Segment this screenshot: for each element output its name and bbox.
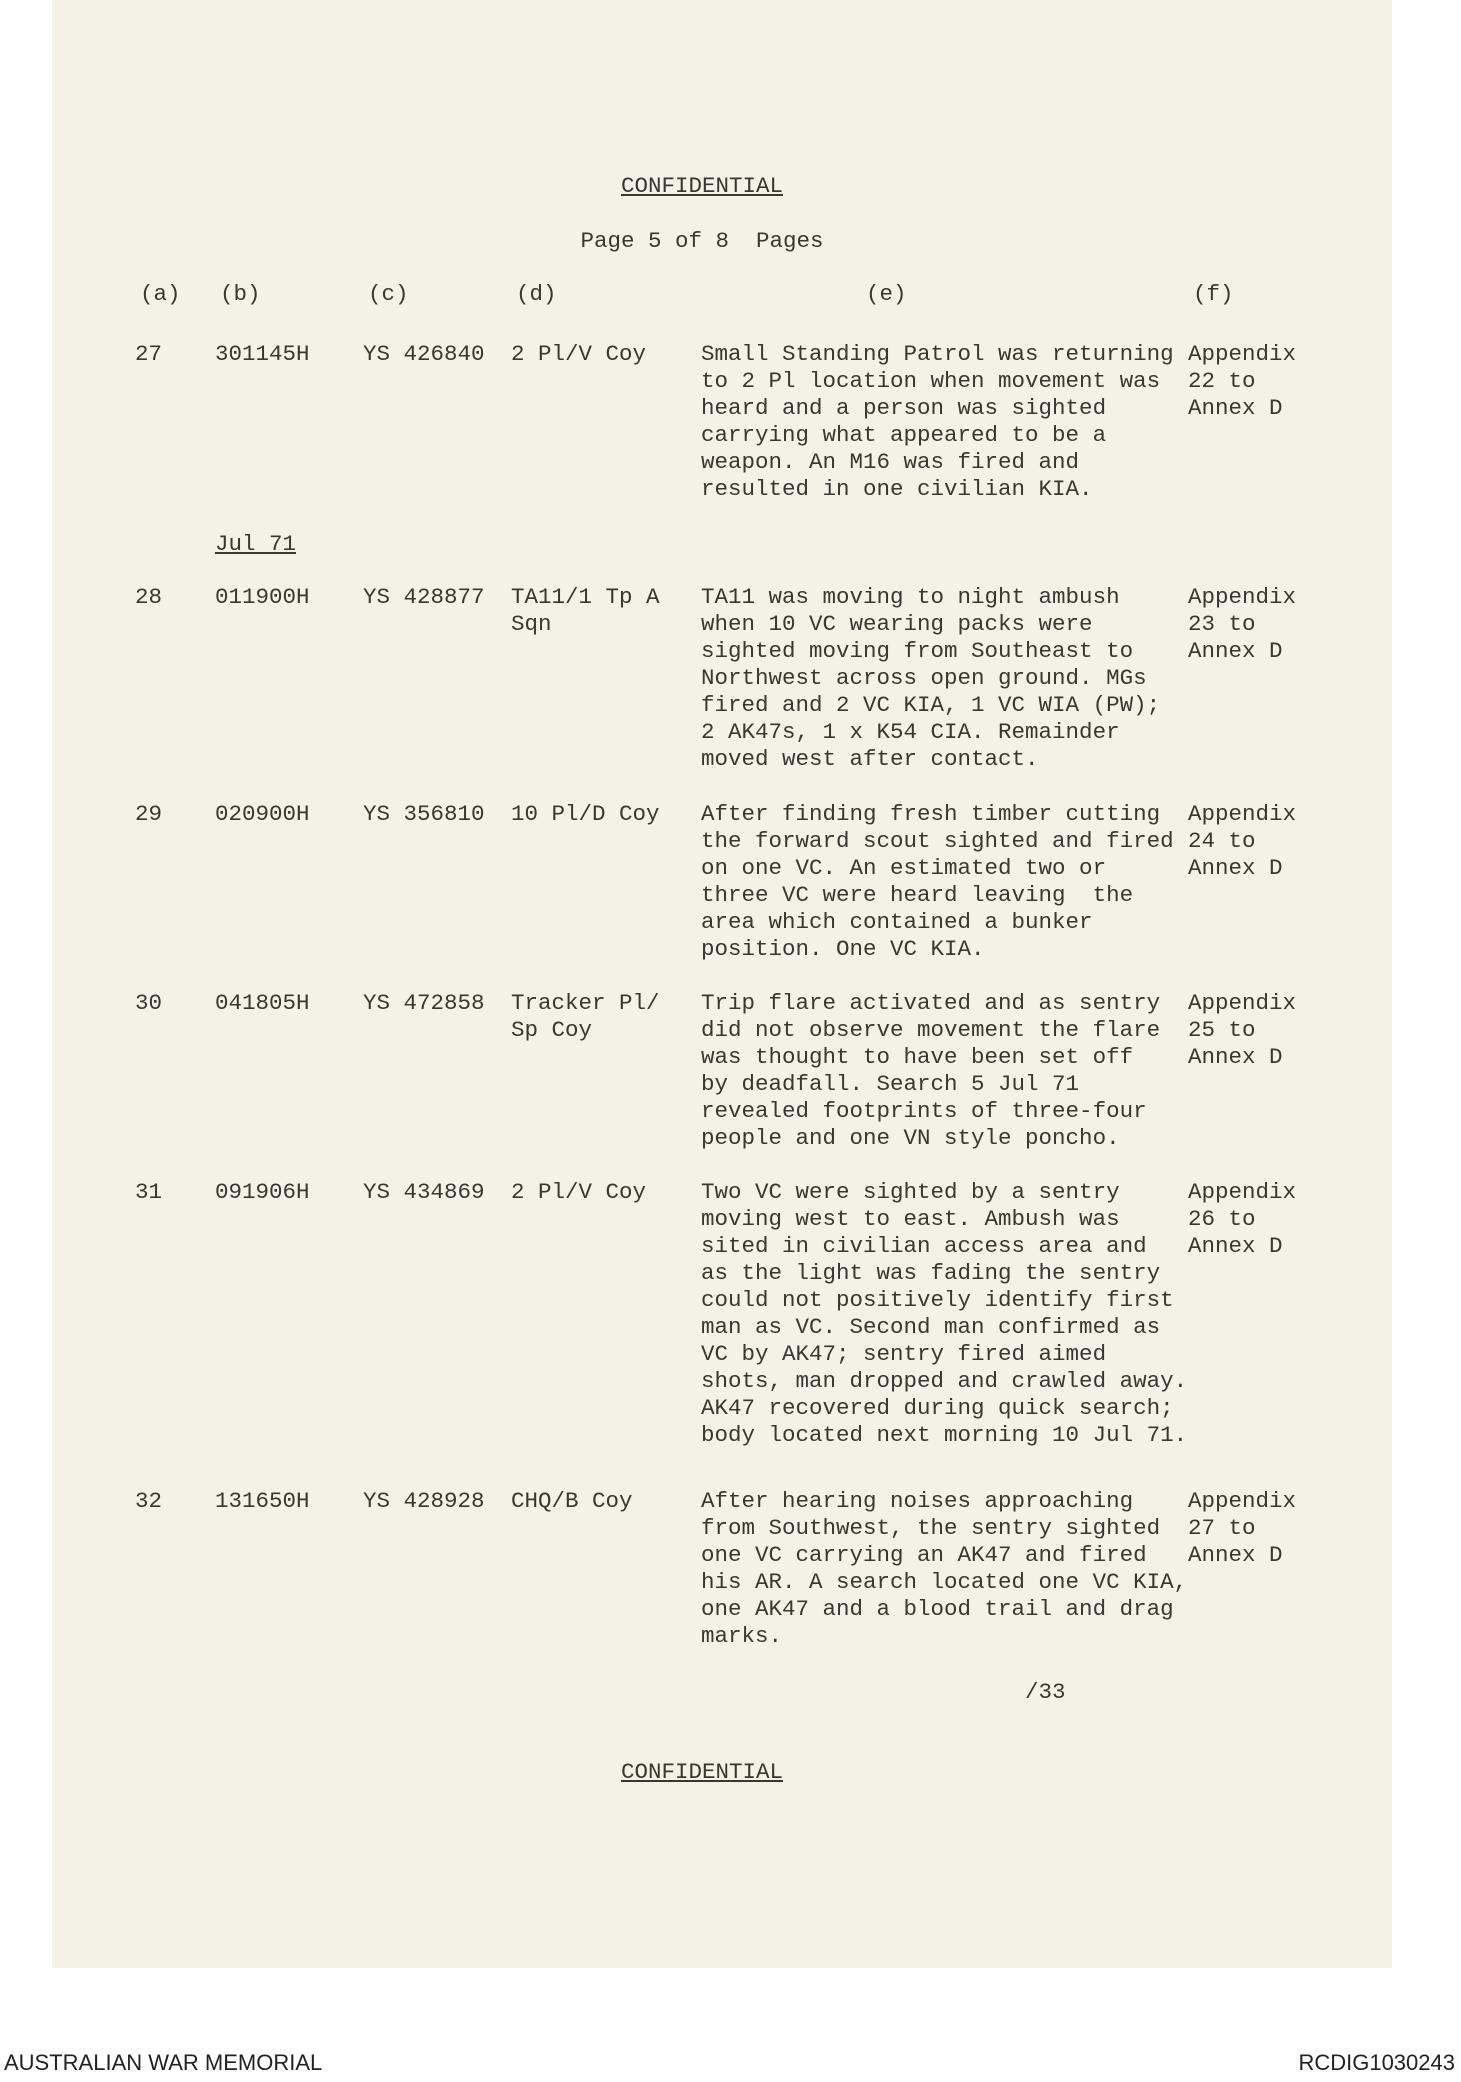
text-line: 24 to (1188, 828, 1256, 854)
reference-cell (1188, 1488, 1296, 1569)
text-line: moving west to east. Ambush was (701, 1206, 1120, 1232)
archive-id: RCDIG1030243 (1298, 2050, 1455, 2075)
text-line: Trip flare activated and as sentry (701, 990, 1161, 1016)
unit-cell (511, 341, 646, 368)
text-line: weapon. An M16 was fired and (701, 449, 1080, 475)
serial-cell: 32 (135, 1488, 163, 1514)
text-line: 2 Pl/V Coy (511, 1179, 647, 1205)
text-line: on one VC. An estimated two or (701, 855, 1107, 881)
text-line: could not positively identify first (701, 1287, 1174, 1313)
event-cell (701, 341, 1174, 503)
column-header: (b) (220, 281, 261, 307)
grid-ref-cell: YS 428877 (363, 584, 485, 610)
text-line: Appendix (1188, 341, 1297, 367)
text-line: marks. (701, 1623, 783, 1649)
text-line: as the light was fading the sentry (701, 1260, 1161, 1286)
event-cell (701, 990, 1160, 1152)
column-header: (e) (866, 281, 907, 307)
text-line: Appendix (1188, 1488, 1297, 1514)
text-line: 2 Pl/V Coy (511, 341, 647, 367)
unit-cell (511, 990, 660, 1044)
text-line: VC by AK47; sentry fired aimed (701, 1341, 1107, 1367)
column-header: (f) (1193, 281, 1234, 307)
text-line: his AR. A search located one VC KIA, (701, 1569, 1188, 1595)
text-line: Annex D (1188, 638, 1283, 664)
text-line: from Southwest, the sentry sighted (701, 1515, 1161, 1541)
unit-cell (511, 801, 660, 828)
serial-cell: 28 (135, 584, 163, 610)
text-line: the forward scout sighted and fired (701, 828, 1174, 854)
text-line: man as VC. Second man confirmed as (701, 1314, 1161, 1340)
text-line: 2 AK47s, 1 x K54 CIA. Remainder (701, 719, 1120, 745)
time-cell: 131650H (215, 1488, 310, 1514)
reference-cell (1188, 341, 1296, 422)
text-line: Annex D (1188, 1044, 1283, 1070)
grid-ref-cell: YS 434869 (363, 1179, 485, 1205)
grid-ref-cell: YS 472858 (363, 990, 485, 1016)
time-cell: 301145H (215, 341, 310, 367)
text-line: three VC were heard leaving the (701, 882, 1134, 908)
text-line: Annex D (1188, 1233, 1283, 1259)
unit-cell (511, 584, 660, 638)
text-line: heard and a person was sighted (701, 395, 1107, 421)
text-line: sighted moving from Southeast to (701, 638, 1134, 664)
text-line: 22 to (1188, 368, 1256, 394)
text-line: CHQ/B Coy (511, 1488, 633, 1514)
text-line: Appendix (1188, 1179, 1297, 1205)
text-line: sited in civilian access area and (701, 1233, 1147, 1259)
serial-cell: 27 (135, 341, 163, 367)
text-line: TA11 was moving to night ambush (701, 584, 1120, 610)
grid-ref-cell: YS 426840 (363, 341, 485, 367)
event-cell (701, 1179, 1187, 1449)
text-line: to 2 Pl location when movement was (701, 368, 1161, 394)
time-cell: 011900H (215, 584, 310, 610)
continuation-marker: /33 (1025, 1679, 1066, 1705)
reference-cell (1188, 1179, 1296, 1260)
text-line: by deadfall. Search 5 Jul 71 (701, 1071, 1080, 1097)
time-cell: 091906H (215, 1179, 310, 1205)
text-line: 26 to (1188, 1206, 1256, 1232)
text-line: was thought to have been set off (701, 1044, 1134, 1070)
time-cell: 020900H (215, 801, 310, 827)
text-line: Small Standing Patrol was returning (701, 341, 1174, 367)
text-line: Appendix (1188, 584, 1297, 610)
text-line: people and one VN style poncho. (701, 1125, 1120, 1151)
column-header: (a) (140, 281, 181, 307)
reference-cell (1188, 990, 1296, 1071)
text-line: when 10 VC wearing packs were (701, 611, 1093, 637)
column-header: (d) (516, 281, 557, 307)
event-cell (701, 801, 1174, 963)
unit-cell (511, 1179, 646, 1206)
text-line: position. One VC KIA. (701, 936, 985, 962)
unit-cell (511, 1488, 633, 1515)
month-label: Jul 71 (215, 531, 297, 557)
text-line: shots, man dropped and crawled away. (701, 1368, 1188, 1394)
text-line: Tracker Pl/ (511, 990, 660, 1016)
text-line: 10 Pl/D Coy (511, 801, 660, 827)
text-line: TA11/1 Tp A (511, 584, 660, 610)
text-line: Annex D (1188, 855, 1283, 881)
text-line: one VC carrying an AK47 and fired (701, 1542, 1147, 1568)
text-line: 25 to (1188, 1017, 1256, 1043)
text-line: one AK47 and a blood trail and drag (701, 1596, 1174, 1622)
time-cell: 041805H (215, 990, 310, 1016)
reference-cell (1188, 584, 1296, 665)
reference-cell (1188, 801, 1296, 882)
text-line: Sp Coy (511, 1017, 593, 1043)
page-number: Page 5 of 8 Pages (580, 228, 824, 254)
column-header: (c) (368, 281, 409, 307)
serial-cell: 31 (135, 1179, 163, 1205)
text-line: Two VC were sighted by a sentry (701, 1179, 1120, 1205)
text-line: 23 to (1188, 611, 1256, 637)
text-line: After finding fresh timber cutting (701, 801, 1161, 827)
text-line: Northwest across open ground. MGs (701, 665, 1147, 691)
text-line: 27 to (1188, 1515, 1256, 1541)
event-cell (701, 584, 1160, 773)
text-line: Appendix (1188, 990, 1297, 1016)
text-line: area which contained a bunker (701, 909, 1093, 935)
event-cell (701, 1488, 1187, 1650)
text-line: resulted in one civilian KIA. (701, 476, 1093, 502)
grid-ref-cell: YS 356810 (363, 801, 485, 827)
text-line: carrying what appeared to be a (701, 422, 1107, 448)
text-line: Sqn (511, 611, 552, 637)
text-line: revealed footprints of three-four (701, 1098, 1147, 1124)
classification-footer: CONFIDENTIAL (620, 1759, 784, 1785)
serial-cell: 30 (135, 990, 163, 1016)
text-line: moved west after contact. (701, 746, 1039, 772)
text-line: fired and 2 VC KIA, 1 VC WIA (PW); (701, 692, 1161, 718)
text-line: Annex D (1188, 395, 1283, 421)
text-line: body located next morning 10 Jul 71. (701, 1422, 1188, 1448)
archive-credit: AUSTRALIAN WAR MEMORIAL (4, 2050, 323, 2075)
serial-cell: 29 (135, 801, 163, 827)
text-line: Annex D (1188, 1542, 1283, 1568)
classification-header: CONFIDENTIAL (620, 173, 784, 199)
text-line: AK47 recovered during quick search; (701, 1395, 1174, 1421)
text-line: After hearing noises approaching (701, 1488, 1134, 1514)
text-line: did not observe movement the flare (701, 1017, 1161, 1043)
text-line: Appendix (1188, 801, 1297, 827)
grid-ref-cell: YS 428928 (363, 1488, 485, 1514)
